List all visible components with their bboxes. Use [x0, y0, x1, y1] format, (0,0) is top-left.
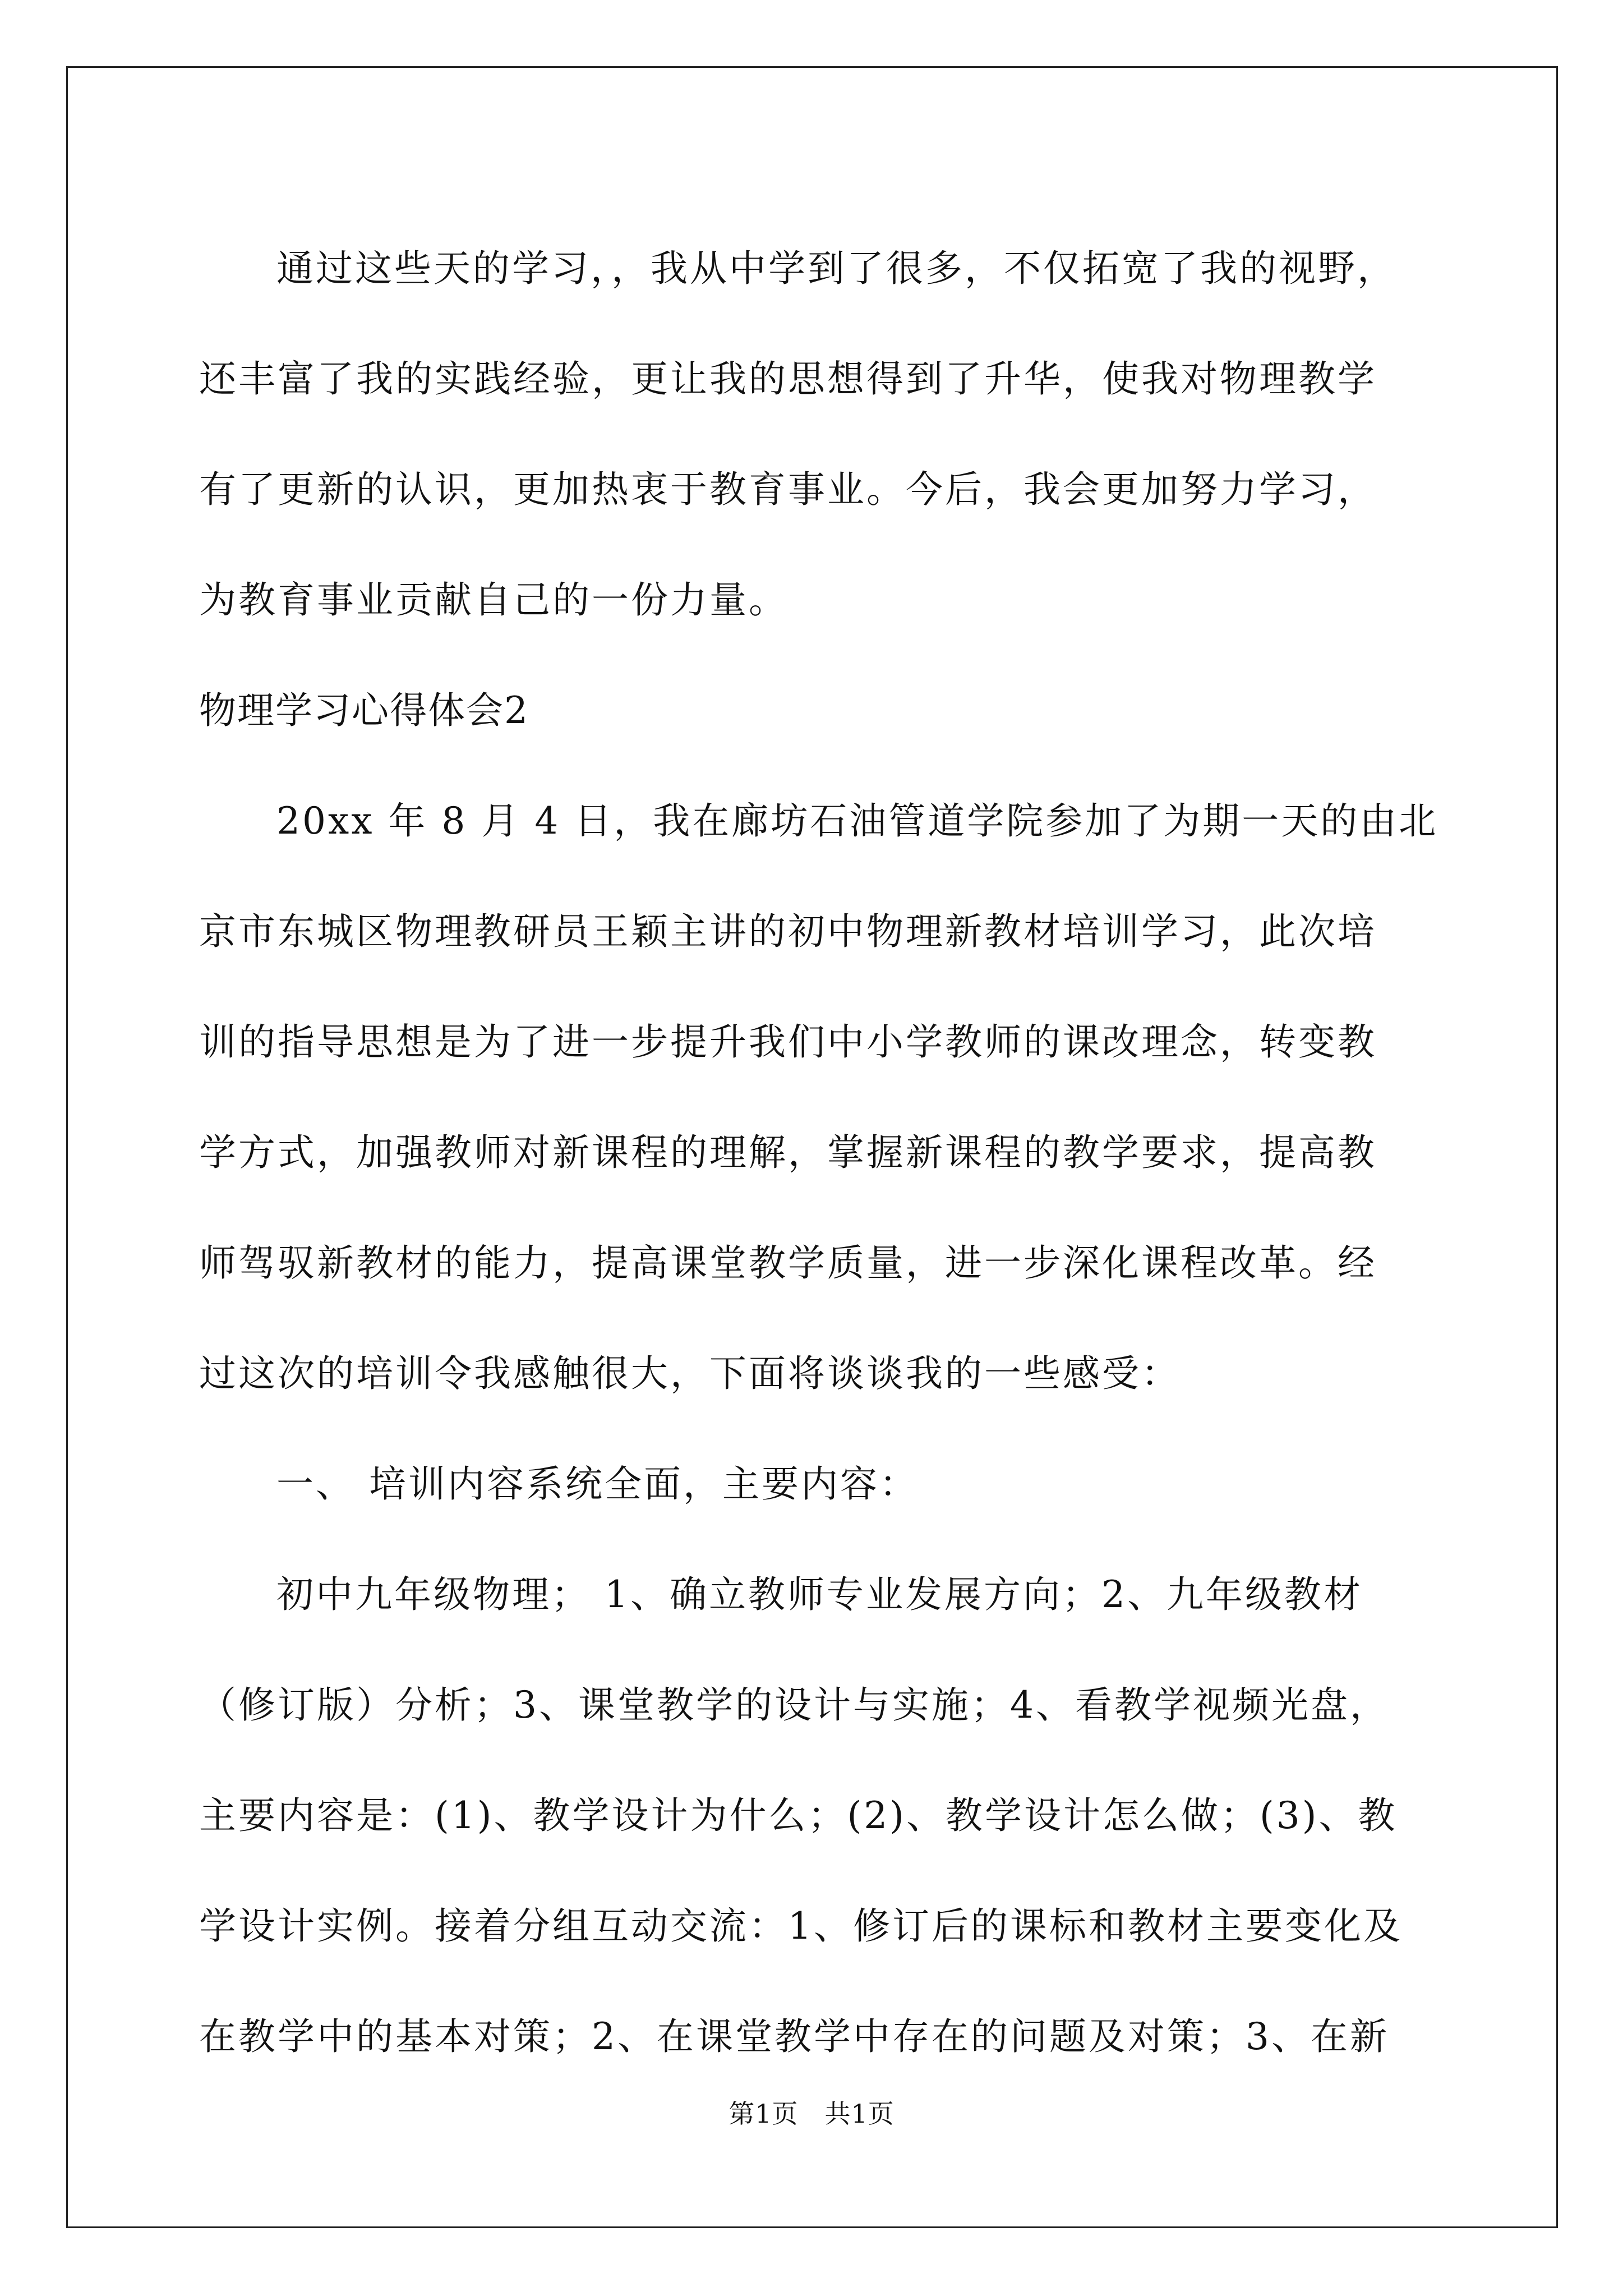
paragraph-4-line-4: 学设计实例。接着分组互动交流：1、修订后的课标和教材主要变化及 [199, 1904, 1403, 1948]
section-title: 物理学习心得体会2 [199, 689, 529, 732]
paragraph-4-line-2: （修订版）分析；3、课堂教学的设计与实施；4、看教学视频光盘， [199, 1683, 1389, 1727]
paragraph-2-line-2: 京市东城区物理教研员王颖主讲的初中物理新教材培训学习，此次培 [199, 910, 1377, 953]
paragraph-1-line-3: 有了更新的认识，更加热衷于教育事业。今后，我会更加努力学习， [199, 468, 1377, 511]
paragraph-3-line-1: 一、 培训内容系统全面，主要内容： [276, 1462, 919, 1506]
paragraph-2-line-6: 过这次的培训令我感触很大，下面将谈谈我的一些感受： [199, 1352, 1181, 1395]
paragraph-4-line-1: 初中九年级物理； 1、确立教师专业发展方向；2、九年级教材 [276, 1573, 1363, 1616]
paragraph-1-line-4: 为教育事业贡献自己的一份力量。 [199, 578, 788, 622]
paragraph-2-line-3: 训的指导思想是为了进一步提升我们中小学教师的课改理念，转变教 [199, 1020, 1377, 1064]
paragraph-1-line-2: 还丰富了我的实践经验，更让我的思想得到了升华，使我对物理教学 [199, 357, 1377, 401]
paragraph-4-line-5: 在教学中的基本对策；2、在课堂教学中存在的问题及对策；3、在新 [199, 2015, 1389, 2058]
paragraph-4-line-3: 主要内容是：(1)、教学设计为什么；(2)、教学设计怎么做；(3)、教 [199, 1794, 1398, 1837]
page-footer: 第1页 共1页 [728, 2099, 895, 2129]
paragraph-2-line-1: 20xx 年 8 月 4 日，我在廊坊石油管道学院参加了为期一天的由北 [276, 799, 1438, 843]
paragraph-1-line-1: 通过这些天的学习，，我从中学到了很多，不仅拓宽了我的视野， [276, 247, 1396, 290]
paragraph-2-line-5: 师驾驭新教材的能力，提高课堂教学质量，进一步深化课程改革。经 [199, 1241, 1377, 1285]
document-body [199, 213, 1438, 2092]
paragraph-2-line-4: 学方式，加强教师对新课程的理解，掌握新课程的教学要求，提高教 [199, 1131, 1377, 1174]
